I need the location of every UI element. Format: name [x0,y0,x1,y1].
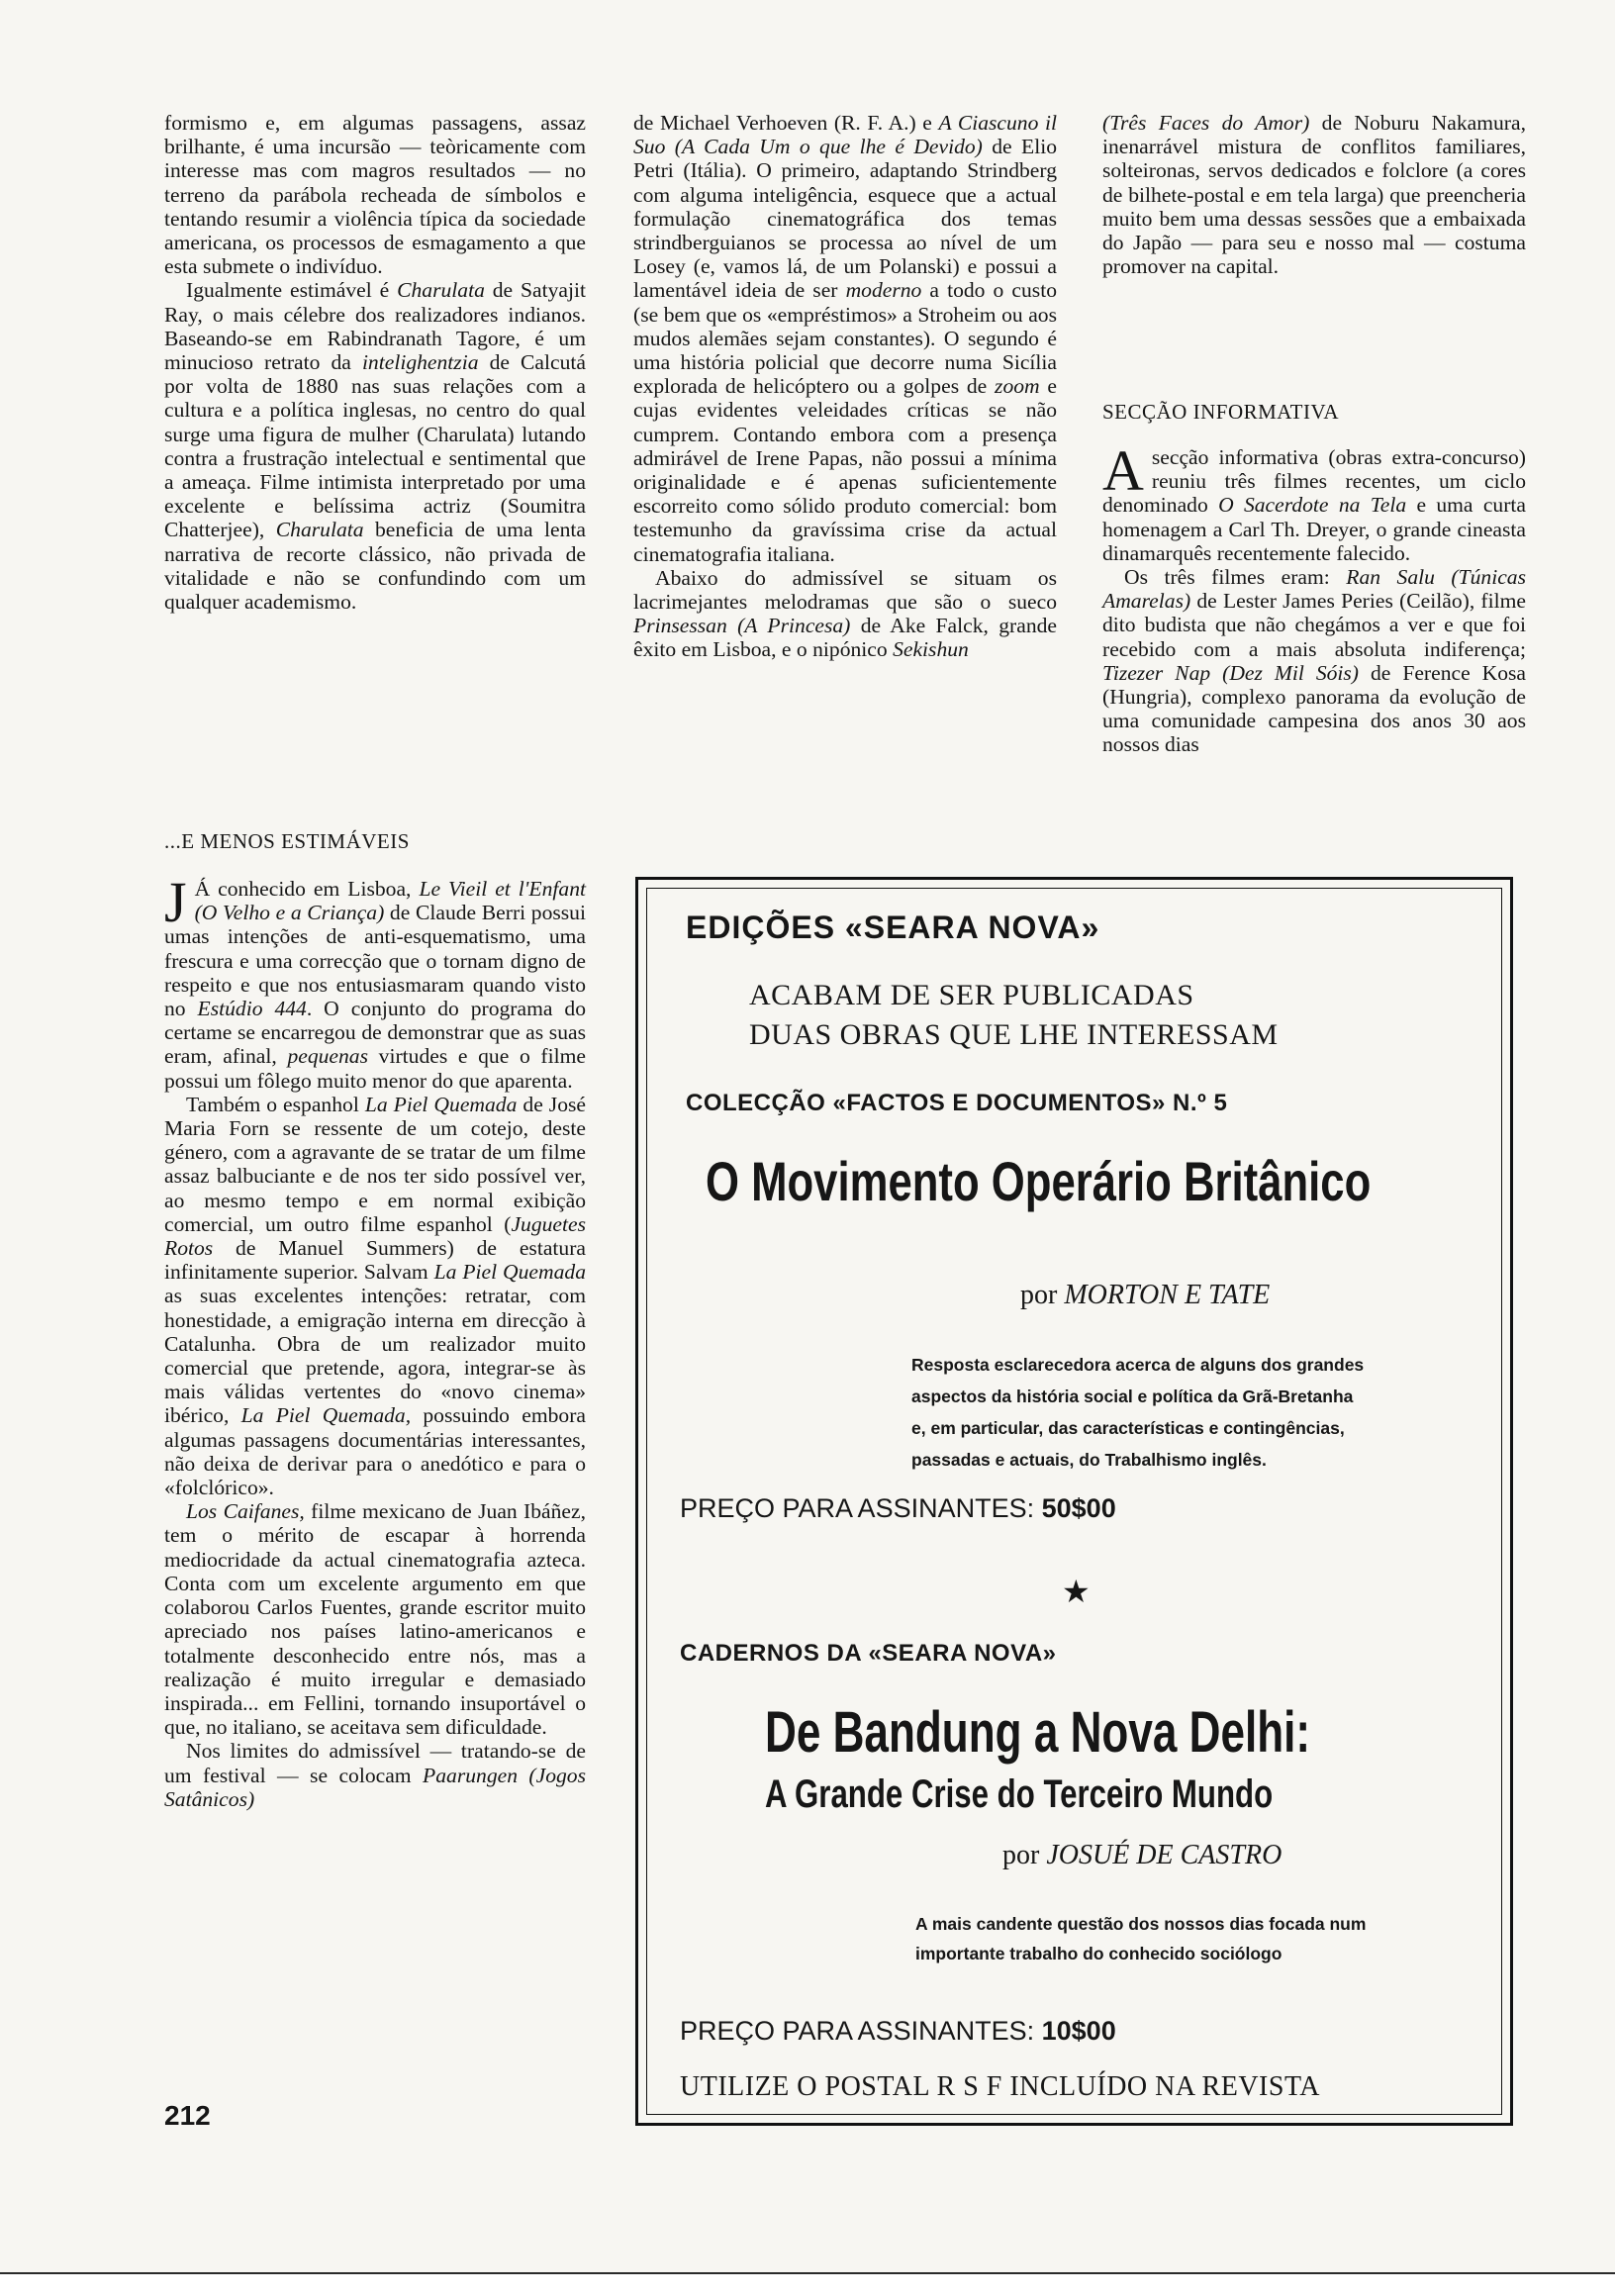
text-run: e uma curta homenagem a Carl Th. Dreyer, o grande cineasta dinamarquês recentemente falecido. [1102,493,1526,565]
italic-term: moderno [845,278,922,303]
text-run: de Satyajit Ray, o mais célebre dos realizadores indianos. Baseando-se em Rabindranath Tagore, é um minucioso retrato da [164,278,586,375]
ad-book2-title: De Bandung a Nova Delhi: [765,1700,1311,1765]
text-run: de Elio Petri (Itália). O primeiro, adaptando Strindberg com alguma inteligência, esquece que a actual formulação cinematográfica dos temas strindberguianos se processa ao nível de um Losey (e, vamos lá, de um Polanski) e possui a lamentável ideia de ser [633,135,1057,303]
desc-line: importante trabalho do conhecido sociólogo [915,1944,1282,1963]
text-run: de José Maria Forn se ressente de um cotejo, deste género, com a agravante de se tratar de um filme assaz balbuciante e de nos ter sido possível ver, ao mesmo tempo e em normal exibição comercial, um outro filme espanhol ( [164,1092,586,1236]
italic-term: zoom [995,374,1040,399]
drop-cap: J [164,870,187,934]
text-run: as suas excelentes intenções: retratar, com honestidade, a emigração interna em direcção à Catalunha. Obra de um realizador muito comercial que pretende, agora, integrar-se às mais válidas vertentes do «novo cinema» ibérico, [164,1284,586,1428]
film-title: Charulata [397,278,485,303]
text-run: Abaixo do admissível se situam os lacrimejantes melodramas que são o sueco [633,565,1057,615]
paragraph-verhoeven [633,111,1057,566]
ad-series: CADERNOS DA «SEARA NOVA» [680,1640,1057,1667]
ad-book2-price [680,2016,1116,2047]
paragraph-charulata [164,278,586,614]
paragraph-nakamura [1102,111,1526,278]
column-2 [633,111,1057,662]
ad-footer: UTILIZE O POSTAL R S F INCLUÍDO NA REVISTA [680,2071,1321,2102]
column-1-bottom [164,870,586,1811]
film-title: Sekishun [893,637,969,662]
film-title: Le Vieil et l'Enfant (O Velho e a Criança) [194,877,586,925]
byline-por: por [1002,1840,1040,1870]
venue-name: Estúdio 444 [197,997,307,1021]
text-run: filme mexicano de Juan Ibáñez, tem o mérito de escapar à horrenda mediocridade da actual cinematografia azteca. Conta com um excelente argumento em que colaborou Carlos Fuentes, grande escritor muito apreciado nos países latino-americanos e totalmente desconhecido entre nós, mas a realização é muito irregular e demasiado inspirada... em Fellini, tornando insuportável o que, no italiano, se aceitava sem dificuldade. [164,1499,586,1740]
text-run: de Michael Verhoeven (R. F. A.) e [633,111,939,135]
text-run: de Manuel Summers) de estatura infinitamente superior. Salvam [164,1236,586,1285]
text-run: beneficia de uma lenta narrativa de recorte clássico, não privada de vitalidade e não se confundindo com um qualquer academismo. [164,518,586,615]
ad-book2-author: JOSUÉ DE CASTRO [1046,1840,1282,1870]
film-title: Charulata [275,518,364,542]
italic-term: intelighentzia [361,350,479,375]
text-run: Á conhecido em Lisboa, [194,877,420,901]
text-run: virtudes e que o filme possui um fôlego muito menor do que aparenta. [164,1044,586,1093]
text-run: de Noburu Nakamura, inenarrável mistura de conflitos familiares, solteironas, servos dedicados e folclore (a cores de bilhete-postal e em tela larga) que preencheria muito bem uma dessas sessões que a embaixada do Japão — para seu e nosso mal — costuma promover na capital. [1102,111,1526,279]
paragraph-tres-filmes [1102,565,1526,757]
italic-term: pequenas [287,1044,368,1069]
text-run: de Claude Berri possui umas intenções de anti-esquematismo, uma frescura e uma correcção que o tornam digno de respeito e que nos entusiasmaram quando visto no [164,901,586,1021]
film-title: O Sacerdote na Tela [1218,493,1407,518]
ad-book1-author: MORTON E TATE [1064,1280,1271,1310]
text-run: de Ake Falck, grande êxito em Lisboa, e o nipónico [633,614,1057,662]
ad-book1-price [680,1493,1116,1524]
desc-line: passadas e actuais, do Trabalhismo inglês. [911,1450,1267,1470]
price-value: 50$00 [1041,1493,1116,1523]
paragraph: formismo e, em algumas passagens, assaz brilhante, é uma incursão — teòricamente com interesse mas com magros resultados — no terreno da parábola recheada de símbolos e tentando resumir a violência típica da sociedade americana, os processos de esmagamento a que esta submete o indivíduo. [164,111,586,279]
film-title: (Três Faces do Amor) [1102,111,1310,135]
text-run: de Lester James Peries (Ceilão), filme dito budista que não chegámos a ver e que foi recebido com a mais absoluta indiferença; [1102,589,1526,661]
section-heading-menos-estimaveis: ...E MENOS ESTIMÁVEIS [164,829,410,853]
desc-line: Resposta esclarecedora acerca de alguns dos grandes [911,1355,1365,1375]
desc-line: A mais candente questão dos nossos dias focada num [915,1914,1367,1934]
text-run: Os três filmes eram: [1124,565,1347,590]
ad-collection: COLECÇÃO «FACTOS E DOCUMENTOS» N.º 5 [686,1090,1228,1116]
page-number: 212 [164,2100,211,2131]
advertisement-seara-nova [635,877,1513,2126]
column-3-top [1102,111,1526,278]
byline-por: por [1020,1280,1058,1310]
film-title: Paarungen (Jogos Satânicos) [164,1763,586,1811]
price-label: PREÇO PARA ASSINANTES: [680,2016,1035,2046]
text-run: Igualmente estimável é [186,278,398,303]
star-icon: ★ [1062,1574,1091,1609]
drop-cap: A [1102,438,1144,503]
paragraph-admissivel [164,1739,586,1811]
text-run: secção informativa (obras extra-concurso) reuniu três filmes recentes, um ciclo denominado [1102,445,1526,518]
paragraph-seccao [1102,438,1526,565]
text-run: e cujas evidentes veleidades críticas se não cumprem. Contando embora com a presença admirável de Irene Papas, não possui a mínima originalidade e é apenas suficientemente escorreito como sólido produto comercial: bom testemunho da gravíssima crise da actual cinematografia italiana. [633,374,1058,566]
ad-book1-byline [1020,1280,1270,1311]
paragraph-melodramas [633,566,1057,662]
text-run: a todo o custo (se bem que os «empréstimos» a Stroheim ou aos mudos alemães sejam constantes). O segundo é uma história policial que decorre numa Sicília explorada de helicóptero ou a golpes de [633,278,1058,399]
ad-publisher: EDIÇÕES «SEARA NOVA» [686,909,1100,945]
text-run: possuindo embora algumas passagens documentárias interessantes, não deixa de derivar para o anedótico e para o «folclórico». [164,1403,586,1500]
film-title: A Ciascuno il Suo (A Cada Um o que lhe é Devido) [633,111,1057,159]
film-title: Los Caifanes, [186,1499,305,1524]
desc-line: aspectos da história social e política da Grã-Bretanha [911,1387,1354,1406]
ad-book2-description [915,1909,1366,1968]
text-run: de Ference Kosa (Hungria), complexo panorama da evolução de uma comunidade campesina dos anos 30 aos nossos dias [1102,660,1527,757]
section-heading-seccao-informativa: SECÇÃO INFORMATIVA [1102,400,1340,424]
text-run: de Calcutá por volta de 1880 nas suas relações com a cultura e a política inglesas, no centro do qual surge uma figura de mulher (Charulata) lutando contra a frustração intelectual e sentimental que a ameaça. Filme intimista interpretado por uma excelente e belíssima actriz (Soumitra Chatterjee), [164,350,586,542]
text-run: Nos limites do admissível — tratando-se de um festival — se colocam [164,1739,586,1787]
page-bottom-edge [0,2272,1615,2296]
column-1-top [164,111,586,614]
ad-book1-title: O Movimento Operário Britânico [706,1150,1372,1212]
film-title: Tizezer Nap (Dez Mil Sóis) [1102,660,1360,685]
ad-book2-subtitle: A Grande Crise do Terceiro Mundo [765,1772,1274,1816]
film-title: La Piel Quemada [433,1260,586,1285]
paragraph-piel-quemada [164,1093,586,1499]
ad-announce-line-1: ACABAM DE SER PUBLICADAS [749,979,1194,1011]
column-3-bottom [1102,438,1527,757]
text-run: . O conjunto do programa do certame se encarregou de demonstrar que as suas eram, afinal, [164,997,586,1069]
price-value: 10$00 [1041,2016,1116,2046]
ad-book2-byline [1002,1840,1282,1871]
film-title: Prinsessan (A Princesa) [633,614,851,638]
paragraph-vieil [164,870,586,1093]
ad-announce-line-2: DUAS OBRAS QUE LHE INTERESSAM [749,1018,1279,1051]
price-label: PREÇO PARA ASSINANTES: [680,1493,1035,1523]
text-run: Também o espanhol [186,1092,365,1116]
ad-book1-description [911,1349,1364,1476]
desc-line: e, em particular, das características e contingências, [911,1418,1345,1438]
film-title: La Piel Quemada, [240,1403,412,1428]
paragraph-caifanes [164,1499,586,1739]
film-title: La Piel Quemada [364,1092,518,1116]
film-title: Juguetes Rotos [164,1211,586,1261]
film-title: Ran Salu (Túnicas Amarelas) [1102,565,1526,614]
